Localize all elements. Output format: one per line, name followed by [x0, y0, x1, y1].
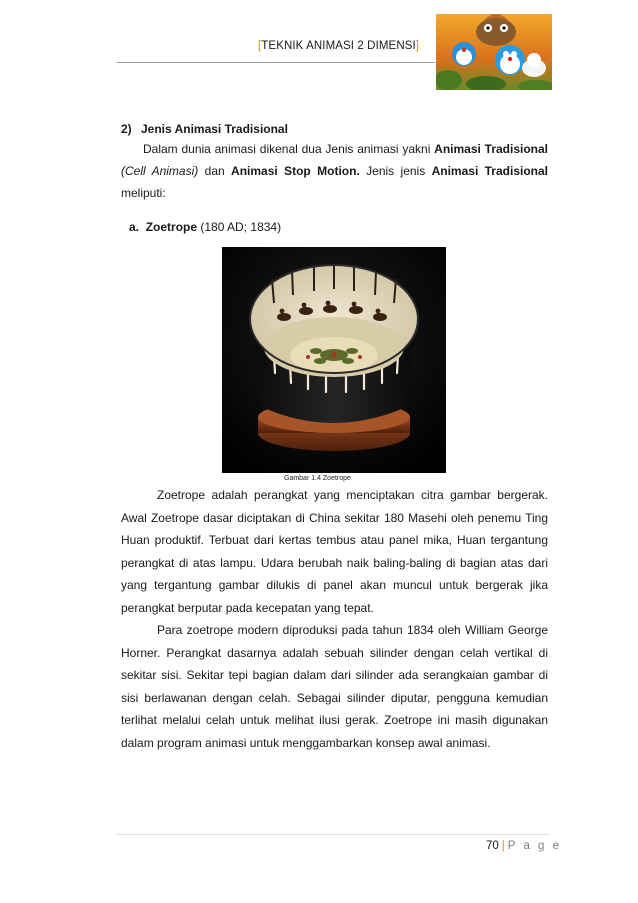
body-text: [121, 484, 548, 754]
header-title: TEKNIK ANIMASI 2 DIMENSI: [261, 40, 416, 52]
section-heading: [121, 122, 288, 136]
header-divider: [117, 62, 435, 63]
intro-bold-term: Animasi Tradisional: [431, 164, 548, 178]
intro-text: Dalam dunia animasi dikenal dua Jenis animasi yakni: [143, 142, 435, 156]
intro-text: meliputi:: [121, 186, 166, 200]
footer-separator: |: [501, 840, 505, 852]
subsection-date: (180 AD; 1834): [197, 220, 282, 234]
intro-bold-term: Animasi Stop Motion.: [231, 164, 360, 178]
subsection-label: a.: [129, 220, 140, 234]
subsection-heading: [129, 220, 281, 234]
header-bracket-open: [: [258, 40, 262, 52]
running-header: [258, 40, 419, 52]
intro-paragraph: [121, 138, 548, 204]
page-word: P a g e: [507, 840, 562, 852]
header-bracket-close: ]: [415, 40, 420, 52]
zoetrope-photo: [222, 247, 446, 473]
section-title: Jenis Animasi Tradisional: [141, 122, 288, 136]
page-number: 70: [486, 840, 499, 852]
intro-italic-term: (Cell Animasi): [121, 164, 199, 178]
paragraph: Para zoetrope modern diproduksi pada tahun 1834 oleh William George Horner. Perangkat dasarnya adalah sebuah silinder dengan celah vertikal di sekitar sisi. Sekitar tepi bagian dalam dari silinder ada serangkaian gambar di sisi berlawanan dengan celah. Sebagai silinder diputar, pengguna kemudian terlihat melalui celah untuk melihat ilusi gerak. Zoetrope ini masih digunakan dalam program animasi untuk menggambarkan konsep awal animasi.: [121, 623, 548, 750]
footer-divider: [117, 834, 550, 835]
page-footer: [486, 840, 562, 852]
subsection-title: Zoetrope: [145, 220, 198, 234]
header-cartoon-image: [436, 14, 552, 90]
section-number: 2): [121, 122, 132, 136]
intro-text: dan: [198, 164, 232, 178]
intro-text: Jenis jenis: [359, 164, 432, 178]
figure-caption: Gambar 1.4 Zoetrope: [284, 475, 351, 482]
intro-bold-term: Animasi Tradisional: [434, 142, 548, 156]
paragraph: Zoetrope adalah perangkat yang menciptakan citra gambar bergerak. Awal Zoetrope dasar diciptakan di China sekitar 180 Masehi oleh penemu Ting Huan produktif. Terbuat dari kertas tembus atau panel mika, Huan tergantung perangkat di atas lampu. Udara berubah naik baling-baling di bagian atas dari yang tergantung gambar dilukis di panel akan muncul untuk bergerak jika perangkat berputar pada kecepatan yang tepat.: [121, 488, 548, 615]
